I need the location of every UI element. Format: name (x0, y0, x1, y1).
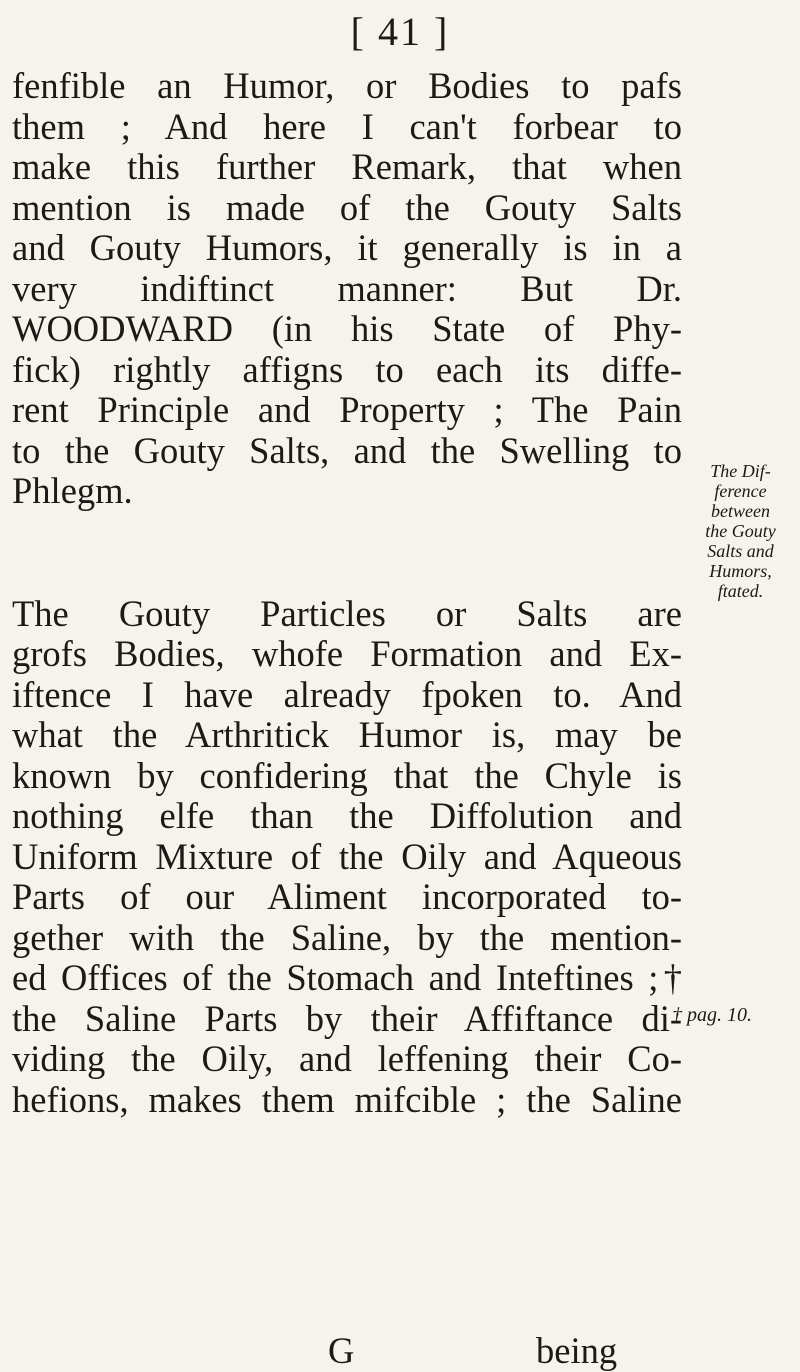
text-line: iftence I have already fpoken to. And (12, 673, 682, 715)
text-line: Parts of our Aliment incorporated to- (12, 876, 682, 917)
paragraph-gap (12, 512, 682, 594)
text-line: The Gouty Particles or Salts are (12, 592, 682, 634)
margin-note-line: the Gouty (705, 521, 776, 541)
text-line: mention is made of the Gouty Salts (12, 186, 682, 228)
main-text (12, 66, 682, 1120)
text-line: ed Offices of the Stomach and Inteftines ;† (12, 957, 682, 998)
text-line: known by confidering that the Chyle is (12, 754, 682, 796)
paragraph-1 (12, 66, 682, 512)
text-line: to the Gouty Salts, and the Swelling to (12, 429, 682, 471)
text-line: viding the Oily, and leffening their Co- (12, 1038, 682, 1079)
text-line: gether with the Saline, by the mention- (12, 916, 682, 958)
margin-note-line: Salts and (707, 541, 774, 561)
margin-note-line: Humors, (709, 561, 772, 581)
text-line: hefions, makes them mifcible ; the Saline (12, 1078, 682, 1120)
footnote-reference: † pag. 10. (672, 1004, 752, 1026)
text-line: and Gouty Humors, it generally is in a (12, 227, 682, 268)
margin-note-line: The Dif- (710, 461, 771, 481)
text-line: fenfible an Humor, or Bodies to pafs (12, 65, 682, 106)
text-line: WOODWARD (in his State of Phy- (12, 308, 682, 349)
text-line: what the Arthritick Humor is, may be (12, 714, 682, 755)
text-line: Uniform Mixture of the Oily and Aqueous (12, 835, 682, 877)
paragraph-2 (12, 594, 682, 1121)
page-number: [ 41 ] (350, 9, 450, 54)
catchword: being (536, 1330, 618, 1371)
margin-note-line: ftated. (717, 581, 764, 601)
text-line: nothing elfe than the Diffolution and (12, 795, 682, 836)
text-line: them ; And here I can't forbear to (12, 105, 682, 147)
text-line: Phlegm. (12, 470, 133, 511)
margin-note-line: between (711, 501, 770, 521)
margin-note-line: ference (714, 481, 767, 501)
marginal-note (683, 461, 798, 601)
text-line: rent Principle and Property ; The Pain (12, 389, 682, 430)
text-line: very indiftinct manner: But Dr. (12, 267, 682, 309)
text-line: make this further Remark, that when (12, 146, 682, 187)
text-line: fick) rightly affigns to each its diffe- (12, 348, 682, 390)
signature-mark: G (328, 1330, 355, 1371)
text-line: the Saline Parts by their Affiftance di- (12, 997, 682, 1039)
text-line: grofs Bodies, whofe Formation and Ex- (12, 633, 682, 674)
